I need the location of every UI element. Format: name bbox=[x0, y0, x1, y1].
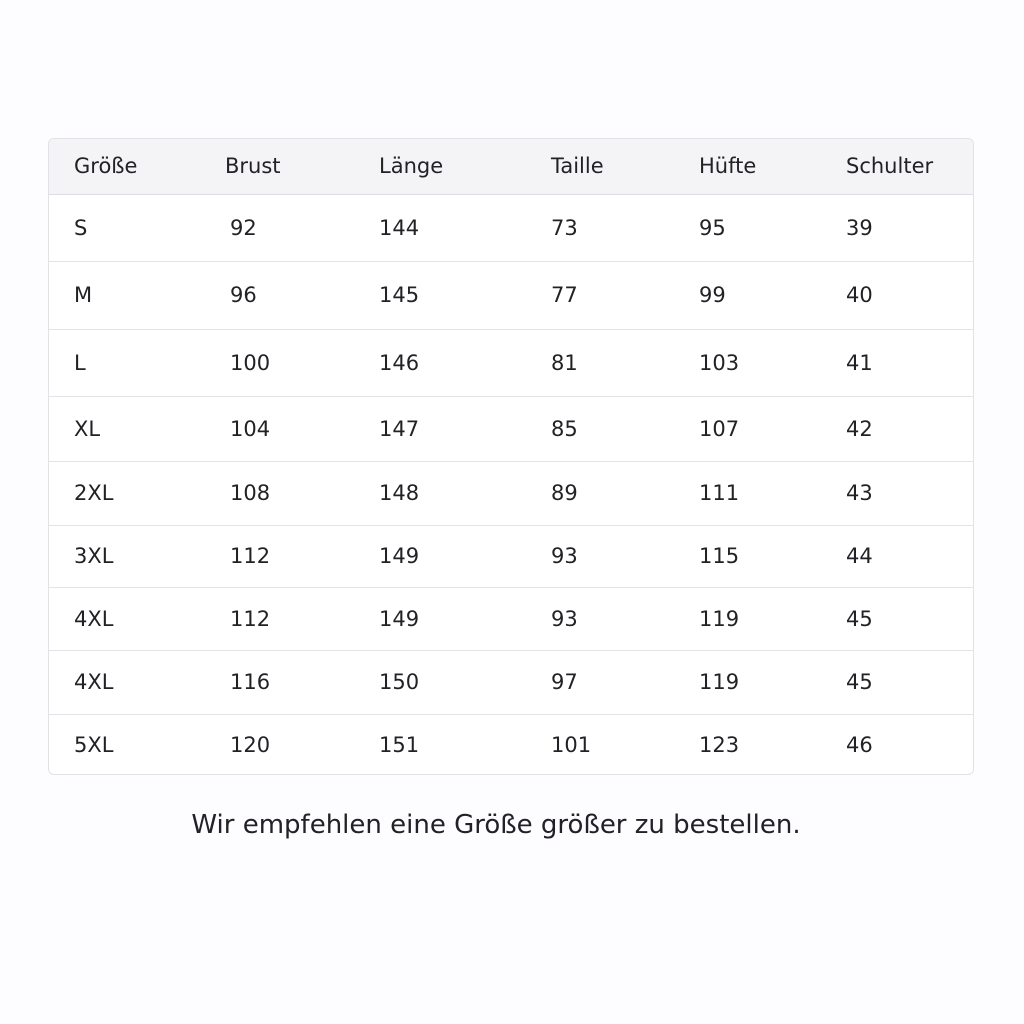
cell-huefte: 111 bbox=[699, 461, 846, 525]
cell-size: XL bbox=[49, 396, 225, 461]
size-recommendation-note: Wir empfehlen eine Größe größer zu bestellen. bbox=[191, 810, 801, 840]
table-header-row bbox=[49, 139, 973, 194]
table-row bbox=[49, 650, 973, 714]
table-row bbox=[49, 194, 973, 261]
cell-laenge: 145 bbox=[379, 261, 551, 329]
cell-schulter: 44 bbox=[846, 525, 973, 587]
cell-taille: 85 bbox=[551, 396, 699, 461]
cell-laenge: 149 bbox=[379, 587, 551, 650]
cell-brust: 112 bbox=[225, 587, 379, 650]
cell-huefte: 119 bbox=[699, 650, 846, 714]
cell-laenge: 151 bbox=[379, 733, 420, 758]
cell-laenge: 146 bbox=[379, 329, 551, 396]
cell-schulter: 45 bbox=[846, 587, 973, 650]
cell-laenge: 147 bbox=[379, 396, 551, 461]
cell-size: M bbox=[49, 261, 225, 329]
cell-huefte: 123 bbox=[699, 733, 740, 758]
cell-size: S bbox=[49, 194, 225, 261]
cell-brust: 112 bbox=[225, 525, 379, 587]
cell-schulter: 43 bbox=[846, 461, 973, 525]
header-groesse: Größe bbox=[49, 139, 225, 194]
table-row bbox=[49, 525, 973, 587]
table-row bbox=[49, 396, 973, 461]
cell-size: L bbox=[49, 329, 225, 396]
header-huefte: Hüfte bbox=[699, 139, 846, 194]
cell-schulter: 40 bbox=[846, 261, 973, 329]
table-row bbox=[49, 329, 973, 396]
table-row bbox=[49, 587, 973, 650]
size-chart-table bbox=[48, 138, 974, 775]
cell-schulter: 45 bbox=[846, 650, 973, 714]
cell-taille: 81 bbox=[551, 329, 699, 396]
cell-size: 4XL bbox=[49, 587, 225, 650]
cell-size: 4XL bbox=[49, 650, 225, 714]
cell-schulter: 42 bbox=[846, 396, 973, 461]
cell-laenge: 149 bbox=[379, 525, 551, 587]
cell-huefte: 119 bbox=[699, 587, 846, 650]
table-body bbox=[49, 194, 973, 775]
size-table bbox=[49, 139, 973, 775]
cell-brust: 100 bbox=[225, 329, 379, 396]
cell-brust: 108 bbox=[225, 461, 379, 525]
cell-taille: 93 bbox=[551, 587, 699, 650]
cell-huefte: 95 bbox=[699, 194, 846, 261]
cell-size: 3XL bbox=[49, 525, 225, 587]
cell-laenge: 144 bbox=[379, 194, 551, 261]
header-schulter: Schulter bbox=[846, 139, 973, 194]
table-row bbox=[49, 261, 973, 329]
cell-taille: 73 bbox=[551, 194, 699, 261]
cell-brust: 96 bbox=[225, 261, 379, 329]
cell-brust: 104 bbox=[225, 396, 379, 461]
cell-huefte: 99 bbox=[699, 261, 846, 329]
cell-laenge: 148 bbox=[379, 461, 551, 525]
cell-taille: 97 bbox=[551, 650, 699, 714]
cell-schulter: 39 bbox=[846, 194, 973, 261]
cell-huefte: 107 bbox=[699, 396, 846, 461]
cell-huefte: 103 bbox=[699, 329, 846, 396]
header-taille: Taille bbox=[551, 139, 699, 194]
cell-taille: 77 bbox=[551, 261, 699, 329]
cell-laenge: 150 bbox=[379, 650, 551, 714]
cell-size: 2XL bbox=[49, 461, 225, 525]
cell-schulter: 41 bbox=[846, 329, 973, 396]
cell-huefte: 115 bbox=[699, 525, 846, 587]
cell-brust: 116 bbox=[225, 650, 379, 714]
cell-taille: 101 bbox=[551, 733, 592, 758]
cell-size: 5XL bbox=[74, 733, 114, 758]
cell-brust: 92 bbox=[225, 194, 379, 261]
table-row bbox=[49, 461, 973, 525]
header-brust: Brust bbox=[225, 139, 379, 194]
cell-taille: 89 bbox=[551, 461, 699, 525]
cell-brust: 120 bbox=[230, 733, 271, 758]
header-laenge: Länge bbox=[379, 139, 551, 194]
table-row bbox=[49, 714, 973, 775]
cell-schulter: 46 bbox=[846, 733, 873, 758]
cell-taille: 93 bbox=[551, 525, 699, 587]
